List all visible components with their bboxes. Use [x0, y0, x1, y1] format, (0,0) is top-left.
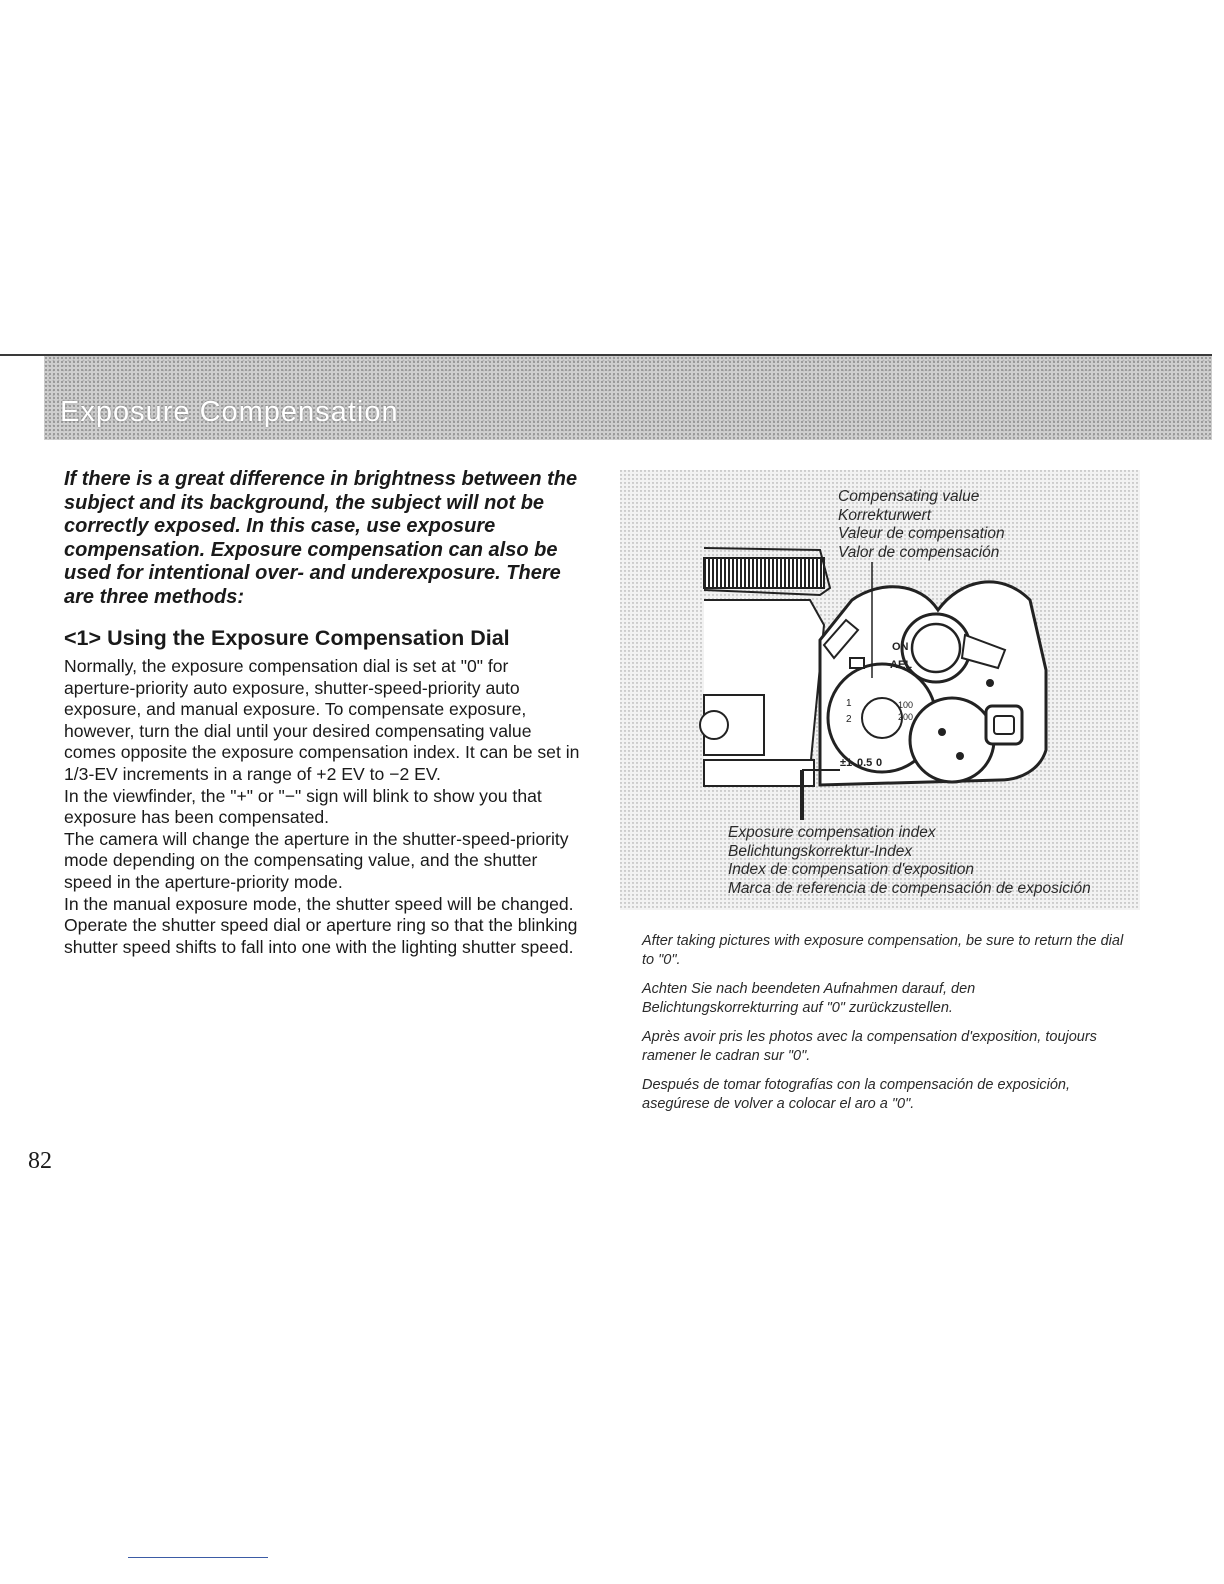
camera-dial-illustration — [620, 470, 1140, 910]
label-en: Compensating value — [838, 488, 980, 505]
method-number: <1> — [64, 626, 102, 650]
comp-mark-zero: 0 — [876, 757, 883, 769]
on-mark: ON — [892, 641, 909, 653]
label-de: Korrekturwert — [838, 506, 932, 524]
label-en: Exposure compensation index — [728, 824, 936, 841]
label-fr: Valeur de compensation — [838, 525, 1005, 543]
section-header-band — [44, 356, 1212, 440]
caption-de: Achten Sie nach beendeten Aufnahmen darauf, den Belichtungskorrekturring auf "0" zurückzustellen. — [642, 981, 976, 1016]
intro-paragraph: If there is a great difference in brightness between the subject and its background, the subject will not be correctly exposed. In this case, use exposure compensation. Exposure compensation can also be used for intentional over- and underexposure. There are three methods: — [64, 468, 578, 608]
bottom-rule — [128, 1557, 268, 1558]
ael-mark: AEL — [890, 659, 912, 671]
body-paragraph: Normally, the exposure compensation dial is set at "0" for aperture-priority auto exposure, shutter-speed-priority auto exposure, and manual exposure. To compensate exposure, however, turn the dial until your desired compensating value comes opposite the exposure compensation index. It can be set in 1/3-EV increments in a range of +2 EV to −2 EV. — [64, 656, 580, 784]
compensating-value-labels — [838, 488, 1005, 562]
label-fr: Index de compensation d'exposition — [728, 861, 974, 879]
iso-mark-100: 100 — [898, 700, 914, 710]
caption-en: After taking pictures with exposure compensation, be sure to return the dial to "0". — [642, 933, 1124, 968]
body-paragraph: The camera will change the aperture in the shutter-speed-priority mode depending on the compensating value, and the shutter speed in the aperture-priority mode. — [64, 828, 569, 892]
mode-dial — [910, 698, 994, 782]
page-number: 82 — [28, 1148, 52, 1174]
method-heading — [64, 626, 594, 651]
lens-knurl — [704, 558, 824, 588]
comp-mark-half: 0.5 — [857, 757, 873, 769]
caption-es: Después de tomar fotografías con la compensación de exposición, asegúrese de volver a colocar el aro a "0". — [642, 1077, 1070, 1112]
figure-captions — [642, 932, 1132, 1124]
iso-mark-200: 200 — [898, 712, 914, 722]
comp-mark-1: 1 — [846, 698, 852, 709]
method-body — [64, 656, 584, 958]
method-title: Using the Exposure Compensation Dial — [107, 626, 510, 650]
body-paragraph: In the manual exposure mode, the shutter speed will be changed. Operate the shutter speed dial or aperture ring so that the blinking shutter speed shifts to fall into one with the lighting shutter speed. — [64, 893, 578, 957]
label-de: Belichtungskorrektur-Index — [728, 842, 913, 860]
caption-fr: Après avoir pris les photos avec la compensation d'exposition, toujours ramener le cadran sur "0". — [642, 1029, 1097, 1064]
comp-mark-plus-one: ±1 — [840, 757, 853, 769]
label-es: Valor de compensación — [838, 543, 1000, 561]
compensation-index-labels — [728, 824, 1091, 898]
section-header-title: Exposure Compensation — [60, 396, 399, 428]
comp-mark-2: 2 — [846, 714, 852, 725]
shutter-button — [912, 624, 960, 672]
label-es: Marca de referencia de compensación de exposición — [728, 879, 1091, 897]
body-paragraph: In the viewfinder, the "+" or "−" sign will blink to show you that exposure has been compensated. — [64, 785, 542, 828]
